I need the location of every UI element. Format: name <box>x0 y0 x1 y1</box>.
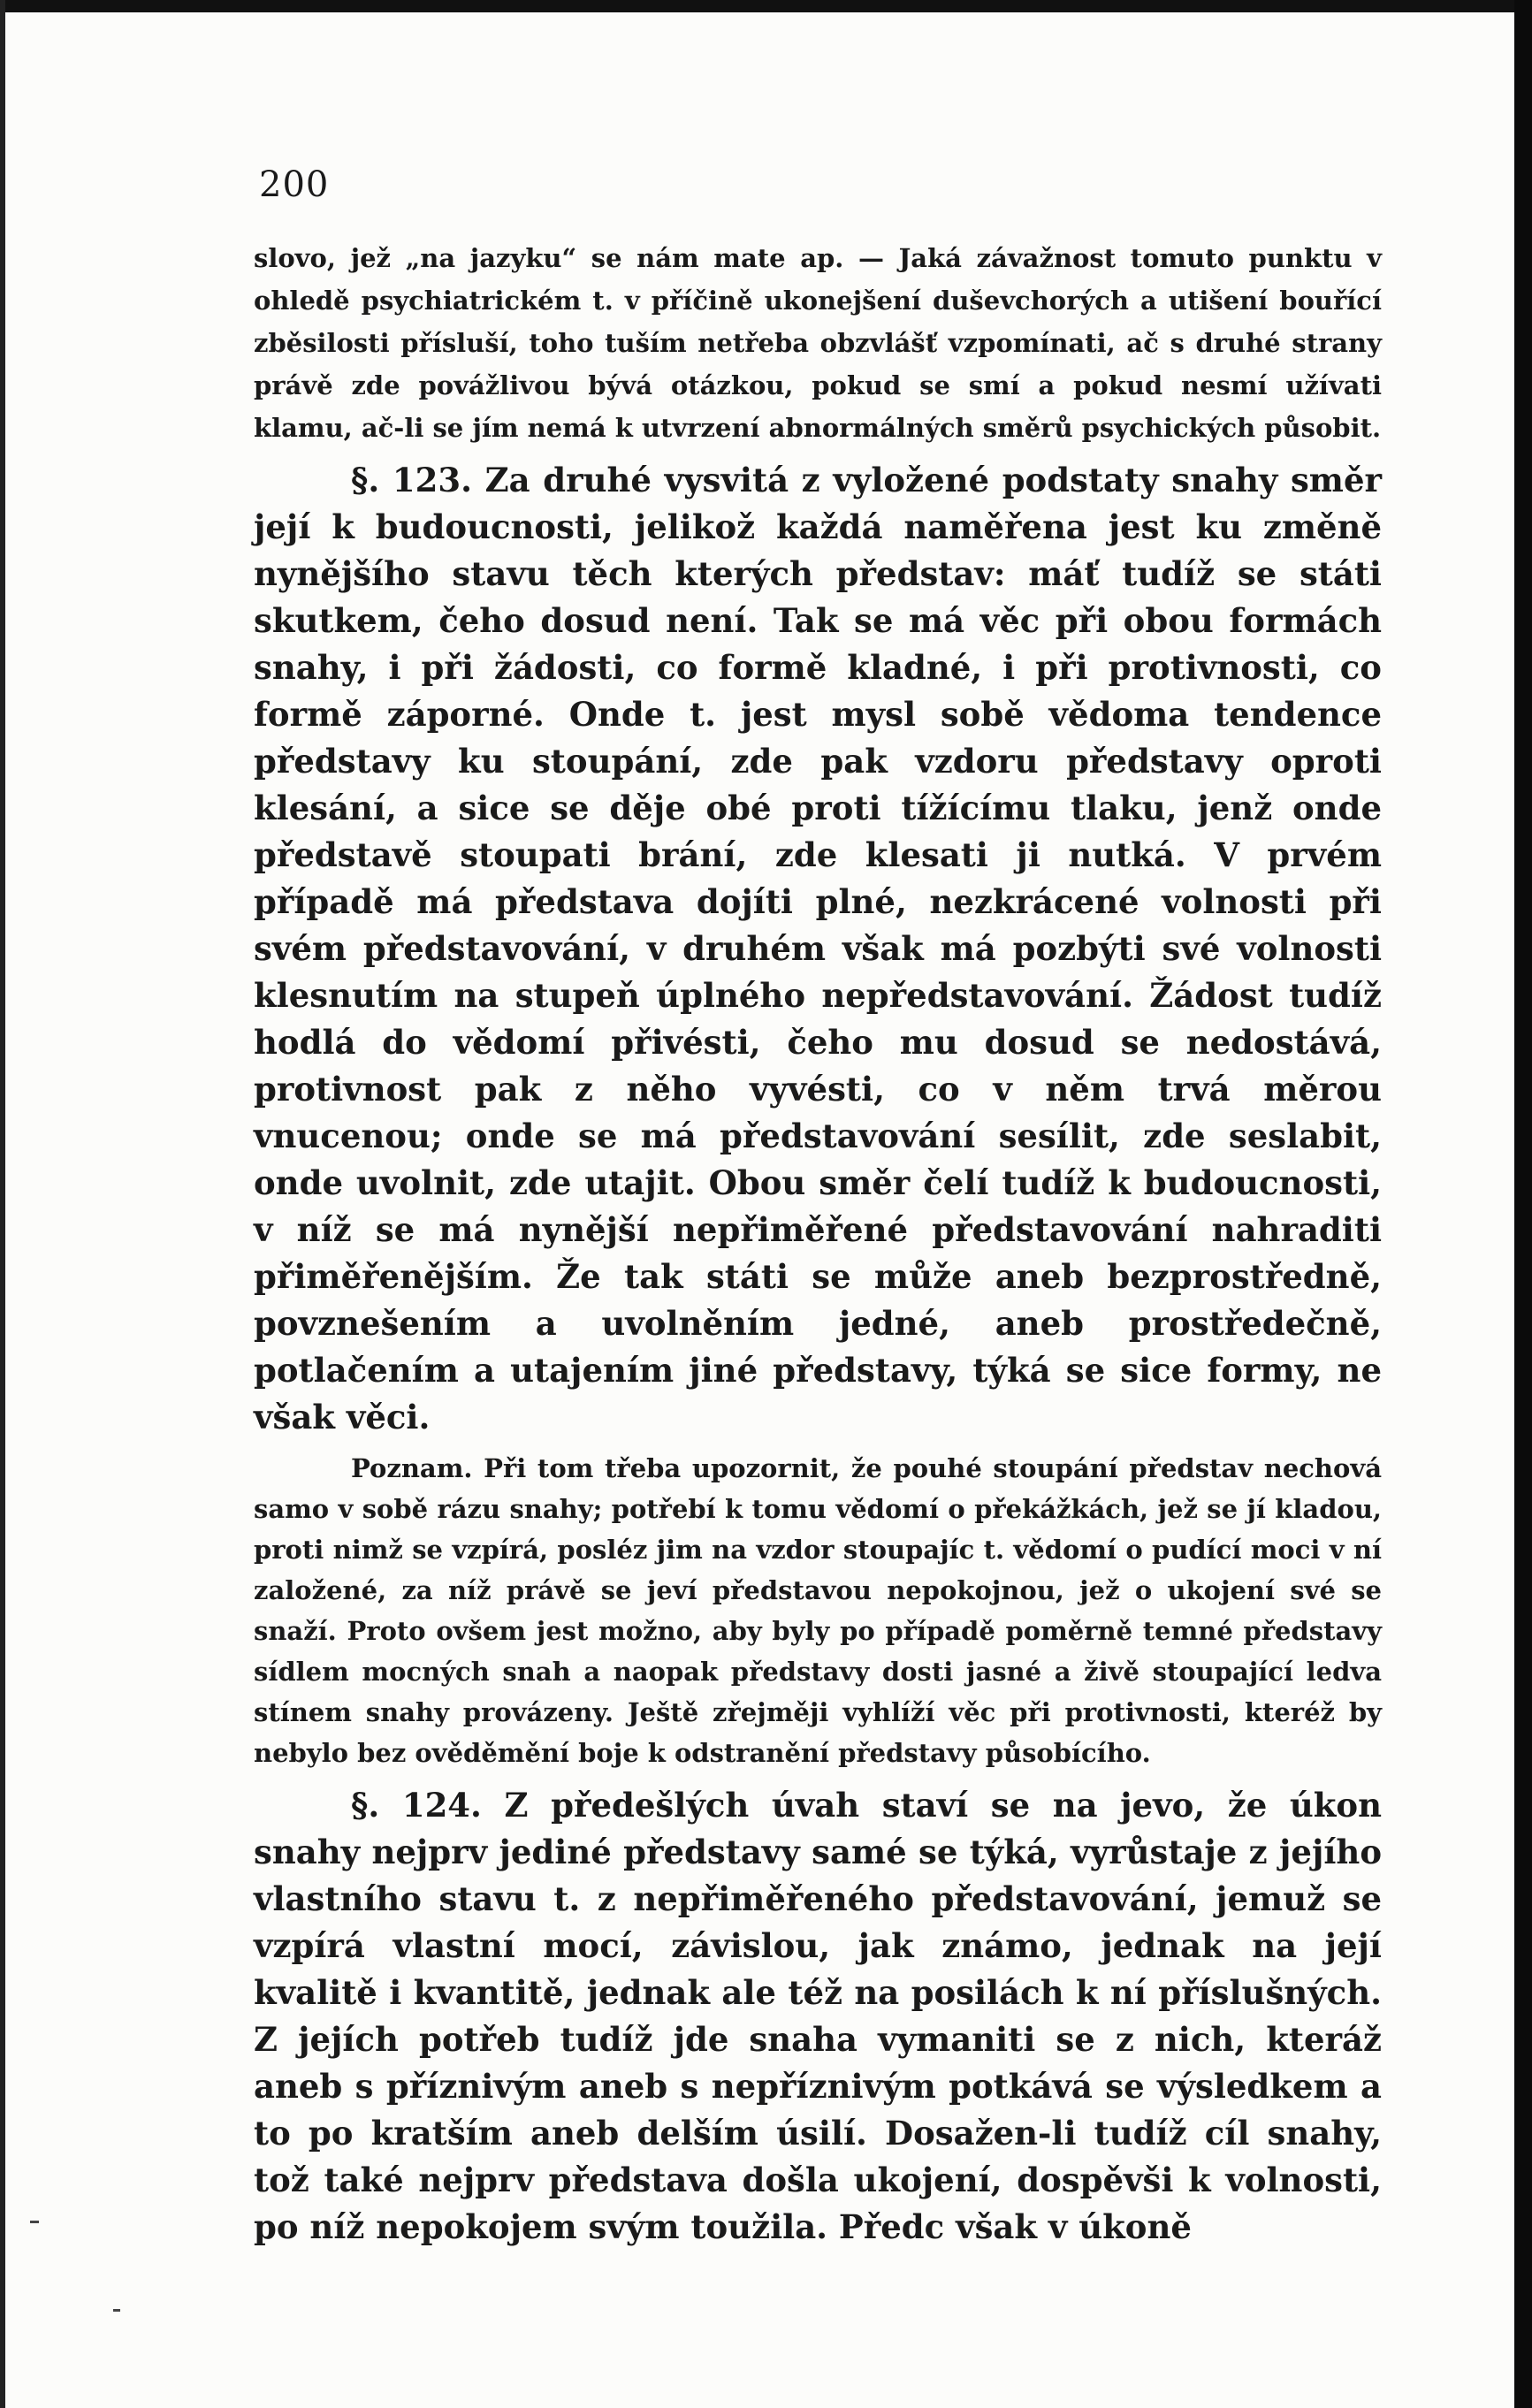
scan-speck <box>30 2221 39 2223</box>
note-paragraph: Poznam. Při tom třeba upozornit, že pouhé stoupání představ nechová samo v sobě rázu snahy; potřebí k tomu vědomí o překážkách, jež se jí kladou, proti nimž se vzpírá, posléz jim na vzdor stoupajíc t. vědomí o pudící moci v ní založené, za níž právě se jeví představou nepokojnou, jež o ukojení své se snaží. Proto ovšem jest možno, aby byly po případě poměrně temné představy sídlem mocných snah a naopak představy dosti jasné a živě stoupající ledva stínem snahy provázeny. Ještě zřejměji vyhlíží věc při protivnosti, kteréž by nebylo bez ověděmění boje k odstranění představy působícího. <box>254 1453 1382 1768</box>
section-124-paragraph: §. 124. Z předešlých úvah staví se na jevo, že úkon snahy nejprv jediné představy samé se týká, vyrůstaje z jejího vlastního stavu t. z nepřiměřeného představování, jemuž se vzpírá vlastní mocí, závislou, jak známo, jednak na její kvalitě i kvantitě, jednak ale též na posilách k ní příslušných. Z jejích potřeb tudíž jde snaha vymaniti se z nich, kteráž aneb s příznivým aneb s nepříznivým potkává se výsledkem a to po kratším aneb delším úsilí. Dosažen-li tudíž cíl snahy, tož také nejprv představa došla ukojení, dospěvši k volnosti, po níž nepokojem svým toužila. Předc však v úkoně <box>254 1786 1382 2246</box>
page-number: 200 <box>259 164 330 205</box>
scan-border-right <box>1514 0 1532 2408</box>
scan-border-top <box>0 0 1532 12</box>
scan-speck <box>113 2309 120 2312</box>
intro-paragraph: slovo, jež „na jazyku“ se nám mate ap. — Jaká závažnost tomuto punktu v ohledě psychiatrickém t. v příčině ukonejšení duševchorých a utišení bouřící zběsilosti přísluší, toho tuším netřeba obzvlášť vzpomínati, ač s druhé strany právě zde povážlivou bývá otázkou, pokud se smí a pokud nesmí užívati klamu, ač-li se jím nemá k utvrzení abnormálných směrů psychických působit. <box>254 243 1382 443</box>
section-123-paragraph: §. 123. Za druhé vysvitá z vyložené podstaty snahy směr její k budoucnosti, jelikož každá naměřena jest ku změně nynějšího stavu těch kterých představ: máť tudíž se státi skutkem, čeho dosud není. Tak se má věc při obou formách snahy, i při žádosti, co formě kladné, i při protivnosti, co formě záporné. Onde t. jest mysl sobě vědoma tendence představy ku stoupání, zde pak vzdoru představy oproti klesání, a sice se děje obé proti tížícímu tlaku, jenž onde představě stoupati brání, zde klesati ji nutká. V prvém případě má představa dojíti plné, nezkrácené volnosti při svém představování, v druhém však má pozbýti své volnosti klesnutím na stupeň úplného nepředstavování. Žádost tudíž hodlá do vědomí přivésti, čeho mu dosud se nedostává, protivnost pak z něho vyvésti, co v něm trvá měrou vnucenou; onde se má představování sesílit, zde seslabit, onde uvolnit, zde utajit. Obou směr čelí tudíž k budoucnosti, v níž se má nynější nepřiměřené představování nahraditi přiměřenějším. Že tak státi se může aneb bezprostředně, povznešením a uvolněním jedné, aneb prostředečně, potlačením a utajením jiné představy, týká se sice formy, ne však věci. <box>254 461 1382 1436</box>
page-body <box>254 237 1382 2258</box>
